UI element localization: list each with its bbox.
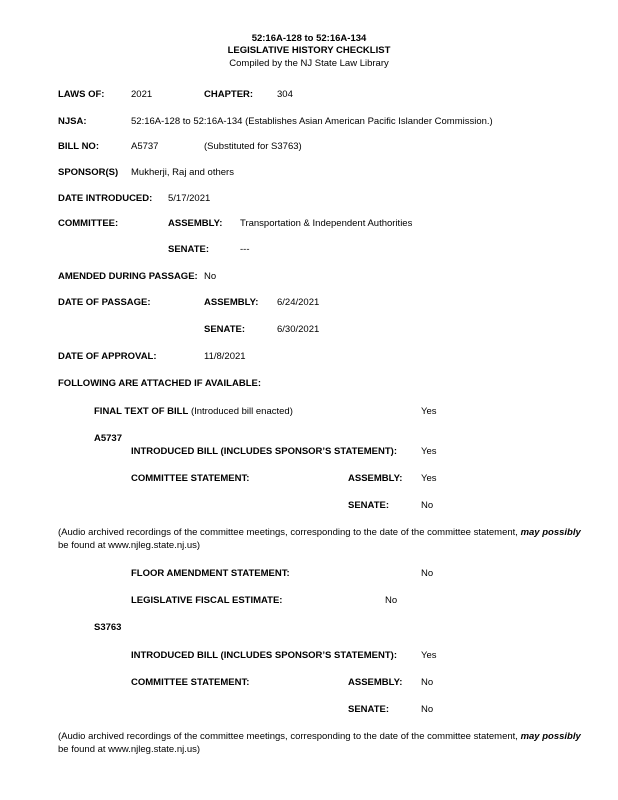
amended-value: No: [204, 271, 217, 282]
committee-assembly-label: ASSEMBLY:: [168, 218, 223, 229]
audio-note-s3763: (Audio archived recordings of the committee meetings, corresponding to the date of the committee statement, may possibly be found at www.njleg.state.nj.us): [58, 731, 581, 755]
s3763-committee-label: COMMITTEE STATEMENT:: [131, 677, 250, 688]
a5737-committee-label: COMMITTEE STATEMENT:: [131, 473, 250, 484]
s3763-senate-value: No: [421, 704, 434, 715]
date-introduced-label: DATE INTRODUCED:: [58, 193, 153, 204]
bill-no-value: A5737: [131, 141, 159, 152]
a5737-label: A5737: [94, 433, 122, 444]
s3763-label: S3763: [94, 622, 122, 633]
passage-assembly-value: 6/24/2021: [277, 297, 320, 308]
committee-assembly-value: Transportation & Independent Authorities: [240, 218, 413, 229]
final-text-note: (Introduced bill enacted): [190, 406, 293, 417]
passage-senate-value: 6/30/2021: [277, 324, 320, 335]
a5737-introduced-value: Yes: [421, 446, 437, 457]
final-text-label: FINAL TEXT OF BILL: [94, 406, 189, 417]
njsa-value: 52:16A-128 to 52:16A-134 (Establishes Asian American Pacific Islander Commission.): [131, 116, 493, 127]
approval-label: DATE OF APPROVAL:: [58, 351, 157, 362]
a5737-senate-label: SENATE:: [348, 500, 389, 511]
s3763-assembly-value: No: [421, 677, 434, 688]
floor-amendment-value: No: [421, 568, 434, 579]
a5737-assembly-label: ASSEMBLY:: [348, 473, 403, 484]
s3763-introduced-value: Yes: [421, 650, 437, 661]
header-range: 52:16A-128 to 52:16A-134: [251, 33, 367, 44]
passage-label: DATE OF PASSAGE:: [58, 297, 151, 308]
attached-heading: FOLLOWING ARE ATTACHED IF AVAILABLE:: [58, 378, 261, 389]
committee-senate-value: ---: [240, 244, 250, 255]
committee-label: COMMITTEE:: [58, 218, 119, 229]
laws-of-value: 2021: [131, 89, 153, 100]
bill-no-note: (Substituted for S3763): [204, 141, 302, 152]
a5737-senate-value: No: [421, 500, 434, 511]
a5737-assembly-value: Yes: [421, 473, 437, 484]
final-text-value: Yes: [421, 406, 437, 417]
header-title: LEGISLATIVE HISTORY CHECKLIST: [227, 45, 391, 56]
sponsors-label: SPONSOR(S): [58, 167, 119, 178]
njsa-label: NJSA:: [58, 116, 87, 127]
chapter-value: 304: [277, 89, 293, 100]
bill-no-label: BILL NO:: [58, 141, 99, 152]
header-compiled: Compiled by the NJ State Law Library: [229, 58, 389, 69]
committee-senate-label: SENATE:: [168, 244, 209, 255]
fiscal-estimate-value: No: [385, 595, 398, 606]
audio-note: (Audio archived recordings of the committee meetings, corresponding to the date of the committee statement, may possibly be found at www.njleg.state.nj.us): [58, 527, 581, 551]
s3763-assembly-label: ASSEMBLY:: [348, 677, 403, 688]
s3763-introduced-label: INTRODUCED BILL (INCLUDES SPONSOR’S STATEMENT):: [131, 650, 397, 661]
floor-amendment-label: FLOOR AMENDMENT STATEMENT:: [131, 568, 290, 579]
passage-assembly-label: ASSEMBLY:: [204, 297, 259, 308]
sponsors-value: Mukherji, Raj and others: [131, 167, 234, 178]
s3763-senate-label: SENATE:: [348, 704, 389, 715]
passage-senate-label: SENATE:: [204, 324, 245, 335]
final-text-row: [94, 406, 293, 418]
laws-of-label: LAWS OF:: [58, 89, 105, 100]
chapter-label: CHAPTER:: [204, 89, 254, 100]
approval-value: 11/8/2021: [204, 351, 246, 362]
fiscal-estimate-label: LEGISLATIVE FISCAL ESTIMATE:: [131, 595, 283, 606]
amended-label: AMENDED DURING PASSAGE:: [58, 271, 198, 282]
a5737-introduced-label: INTRODUCED BILL (INCLUDES SPONSOR’S STATEMENT):: [131, 446, 397, 457]
date-introduced-value: 5/17/2021: [168, 193, 211, 204]
